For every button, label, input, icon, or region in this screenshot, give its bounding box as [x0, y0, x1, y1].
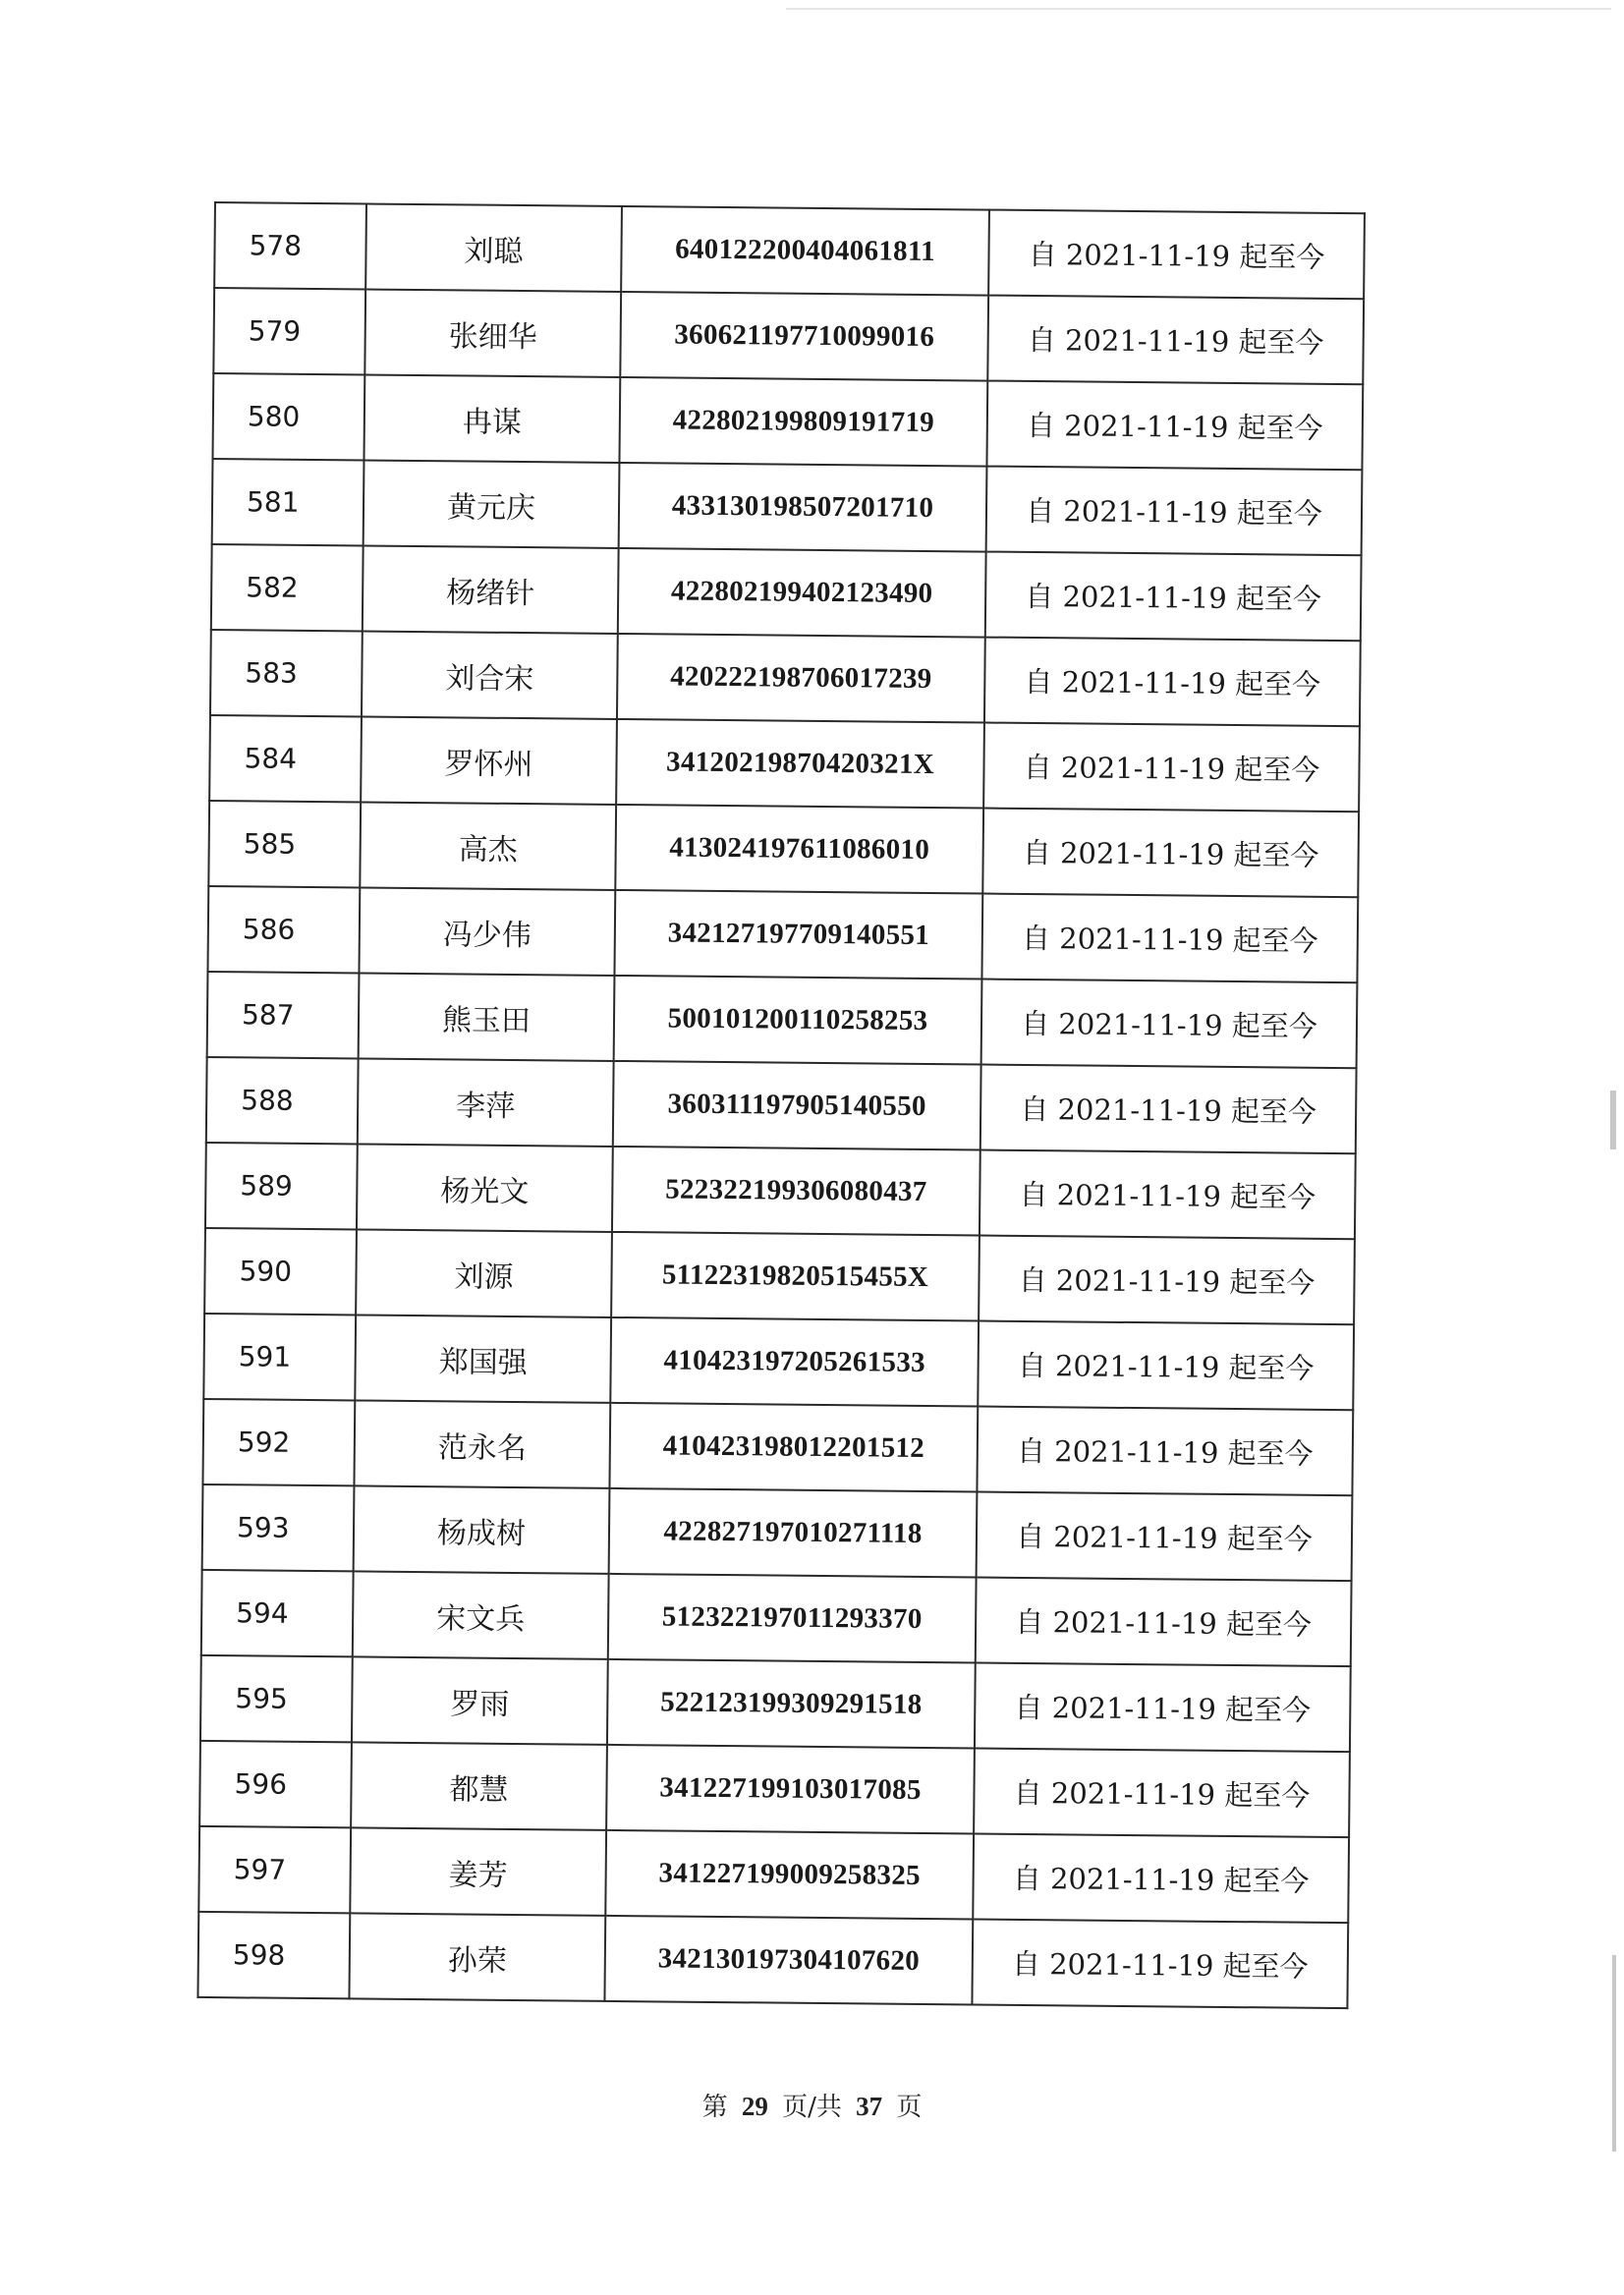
records-table-body	[197, 202, 1364, 2008]
table-row	[212, 459, 1363, 555]
id-number-cell: 342127197709140551	[614, 890, 982, 980]
period-cell: 自 2021-11-19 起至今	[974, 1749, 1350, 1838]
scan-edge-line	[786, 8, 1611, 10]
row-number-cell: 596	[199, 1741, 352, 1827]
row-number-cell: 592	[202, 1399, 355, 1485]
period-cell: 自 2021-11-19 起至今	[981, 980, 1358, 1069]
name-cell: 宋文兵	[353, 1571, 609, 1658]
period-cell: 自 2021-11-19 起至今	[988, 210, 1365, 300]
row-number-cell: 585	[208, 801, 361, 887]
table-row	[202, 1399, 1353, 1495]
name-cell: 冯少伟	[359, 887, 615, 975]
page-footer	[0, 2087, 1624, 2123]
row-number-cell: 598	[197, 1912, 350, 1998]
table-row	[208, 801, 1359, 897]
period-cell: 自 2021-11-19 起至今	[982, 809, 1359, 898]
row-number-cell: 586	[207, 886, 360, 973]
id-number-cell: 410423197205261533	[610, 1317, 979, 1407]
period-cell: 自 2021-11-19 起至今	[978, 1321, 1354, 1411]
row-number-cell: 578	[214, 202, 366, 289]
table-row	[214, 202, 1365, 299]
id-number-cell: 522322199306080437	[612, 1147, 980, 1236]
row-number-cell: 595	[200, 1655, 353, 1742]
id-number-cell: 422802199809191719	[619, 377, 987, 467]
name-cell: 刘源	[356, 1229, 612, 1316]
records-table-container	[196, 201, 1366, 2009]
table-row	[207, 886, 1358, 982]
id-number-cell: 500101200110258253	[614, 976, 982, 1065]
id-number-cell: 512322197011293370	[608, 1574, 977, 1663]
table-row	[203, 1314, 1354, 1410]
name-cell: 冉谋	[364, 374, 620, 462]
id-number-cell: 422827197010271118	[609, 1488, 978, 1578]
footer-middle: 页/共	[782, 2093, 842, 2122]
table-row	[209, 715, 1360, 812]
period-cell: 自 2021-11-19 起至今	[976, 1578, 1352, 1667]
period-cell: 自 2021-11-19 起至今	[987, 296, 1364, 385]
table-row	[202, 1484, 1353, 1581]
id-number-cell: 341227199103017085	[606, 1745, 975, 1834]
name-cell: 姜芳	[350, 1827, 606, 1915]
row-number-cell: 593	[202, 1484, 355, 1571]
name-cell: 熊玉田	[359, 973, 615, 1060]
name-cell: 高杰	[360, 802, 616, 889]
period-cell: 自 2021-11-19 起至今	[984, 638, 1361, 727]
name-cell: 李萍	[358, 1058, 614, 1146]
scan-edge-mark	[1610, 1091, 1616, 1149]
id-number-cell: 640122200404061811	[621, 206, 989, 296]
row-number-cell: 580	[212, 373, 364, 460]
id-number-cell: 34120219870420321X	[616, 719, 984, 809]
id-number-cell: 341227199009258325	[605, 1830, 974, 1920]
row-number-cell: 589	[205, 1143, 358, 1229]
table-row	[199, 1741, 1350, 1837]
id-number-cell: 433130198507201710	[619, 463, 987, 552]
footer-suffix: 页	[896, 2093, 923, 2122]
id-number-cell: 51122319820515455X	[611, 1232, 980, 1321]
row-number-cell: 594	[201, 1570, 354, 1656]
period-cell: 自 2021-11-19 起至今	[977, 1407, 1353, 1496]
table-row	[197, 1912, 1348, 2008]
period-cell: 自 2021-11-19 起至今	[977, 1492, 1353, 1582]
table-row	[200, 1655, 1351, 1752]
name-cell: 都慧	[351, 1742, 607, 1829]
name-cell: 杨成树	[354, 1485, 610, 1573]
name-cell: 杨光文	[357, 1144, 613, 1231]
row-number-cell: 582	[211, 544, 364, 631]
row-number-cell: 587	[207, 972, 360, 1058]
name-cell: 黄元庆	[364, 460, 620, 547]
table-row	[204, 1228, 1355, 1324]
id-number-cell: 360311197905140550	[613, 1061, 981, 1150]
table-row	[198, 1826, 1349, 1923]
table-row	[210, 630, 1361, 726]
period-cell: 自 2021-11-19 起至今	[986, 381, 1363, 471]
name-cell: 孙荣	[349, 1913, 605, 2000]
row-number-cell: 588	[206, 1057, 359, 1144]
id-number-cell: 420222198706017239	[617, 634, 985, 723]
footer-prefix: 第	[701, 2093, 728, 2122]
row-number-cell: 590	[204, 1228, 357, 1315]
row-number-cell: 579	[213, 288, 365, 374]
period-cell: 自 2021-11-19 起至今	[981, 894, 1358, 983]
period-cell: 自 2021-11-19 起至今	[980, 1065, 1357, 1154]
scan-edge-mark	[1612, 1955, 1616, 2152]
footer-current-page: 29	[741, 2092, 768, 2121]
table-row	[206, 1057, 1357, 1153]
period-cell: 自 2021-11-19 起至今	[975, 1663, 1351, 1753]
period-cell: 自 2021-11-19 起至今	[972, 1919, 1348, 2008]
table-row	[201, 1570, 1352, 1666]
name-cell: 郑国强	[355, 1315, 611, 1402]
id-number-cell: 342130197304107620	[604, 1916, 973, 2005]
name-cell: 杨绪针	[363, 545, 619, 633]
period-cell: 自 2021-11-19 起至今	[986, 467, 1363, 556]
table-row	[207, 972, 1358, 1068]
period-cell: 自 2021-11-19 起至今	[979, 1236, 1355, 1325]
row-number-cell: 584	[209, 715, 362, 802]
name-cell: 罗雨	[352, 1656, 608, 1744]
period-cell: 自 2021-11-19 起至今	[983, 723, 1360, 812]
id-number-cell: 360621197710099016	[620, 292, 988, 381]
period-cell: 自 2021-11-19 起至今	[973, 1833, 1349, 1923]
name-cell: 范永名	[354, 1400, 610, 1487]
row-number-cell: 581	[212, 459, 364, 545]
footer-total-pages: 37	[856, 2092, 883, 2121]
period-cell: 自 2021-11-19 起至今	[980, 1150, 1356, 1240]
table-row	[212, 373, 1363, 470]
name-cell: 刘合宋	[362, 631, 618, 718]
id-number-cell: 522123199309291518	[607, 1659, 976, 1749]
row-number-cell: 591	[203, 1314, 356, 1400]
records-table	[196, 201, 1366, 2009]
name-cell: 张细华	[364, 289, 621, 376]
row-number-cell: 583	[210, 630, 363, 716]
id-number-cell: 413024197611086010	[615, 805, 983, 894]
table-row	[211, 544, 1362, 641]
name-cell: 刘聪	[365, 203, 622, 291]
table-row	[213, 288, 1364, 384]
name-cell: 罗怀州	[361, 716, 617, 804]
id-number-cell: 410423198012201512	[609, 1403, 978, 1492]
id-number-cell: 422802199402123490	[618, 548, 986, 638]
period-cell: 自 2021-11-19 起至今	[985, 552, 1362, 642]
row-number-cell: 597	[198, 1826, 351, 1913]
table-row	[205, 1143, 1356, 1239]
